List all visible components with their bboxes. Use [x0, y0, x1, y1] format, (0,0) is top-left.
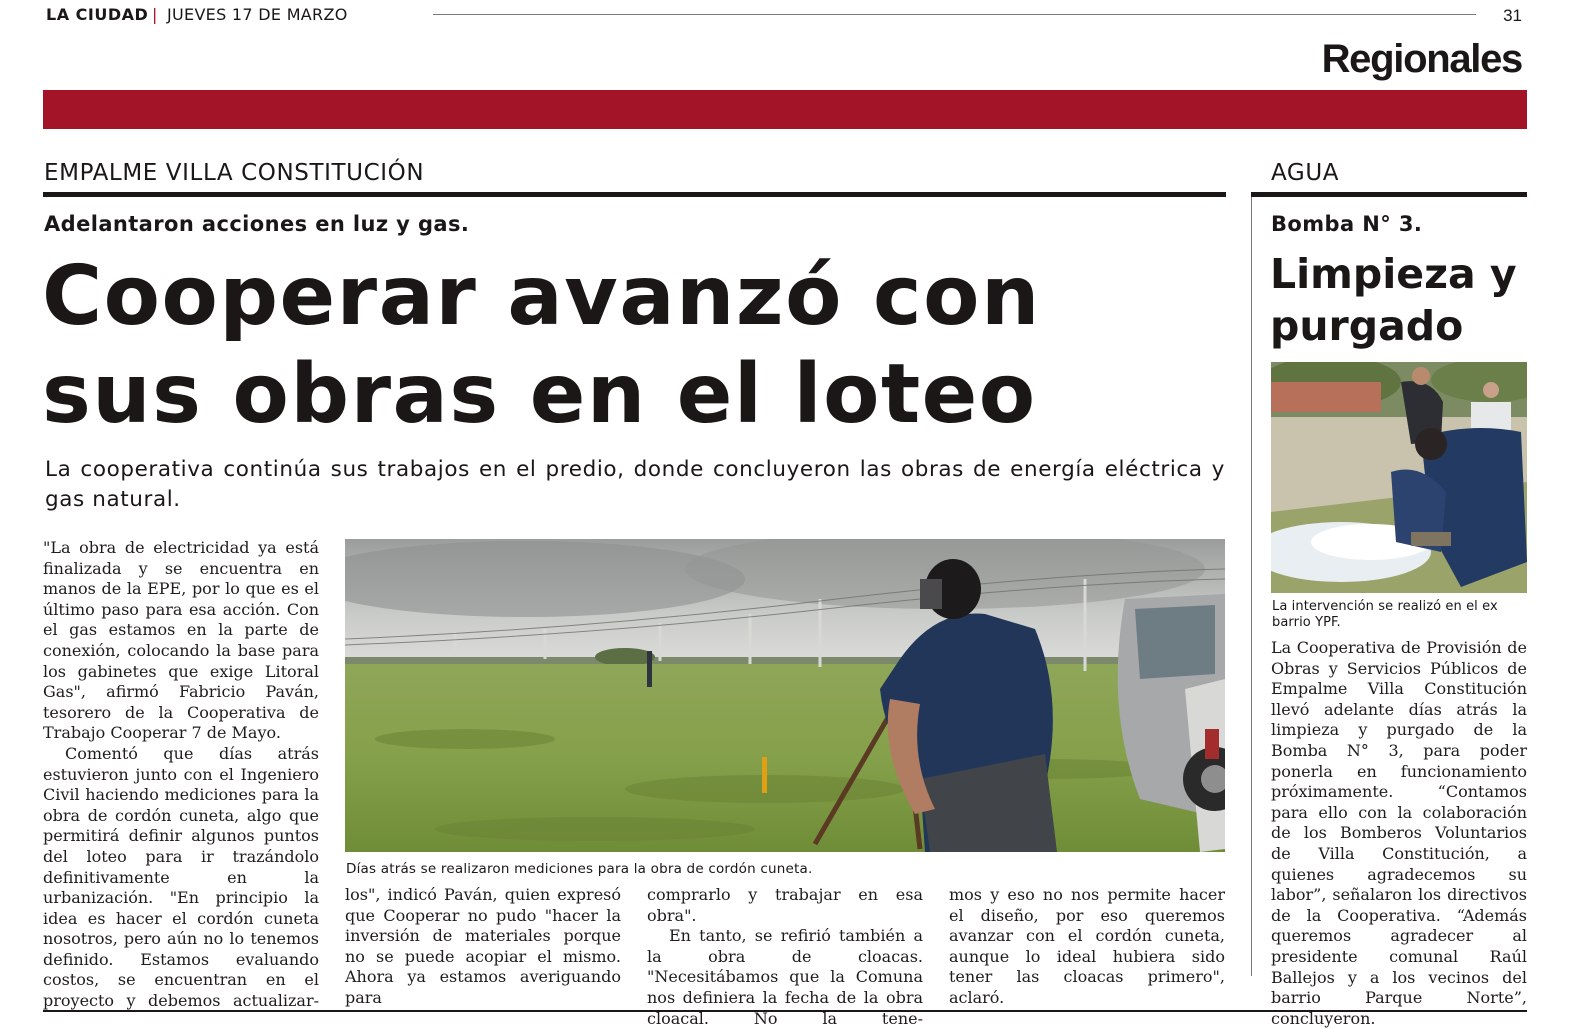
- side-article-body: [1271, 638, 1527, 1029]
- body-paragraph: Comentó que días atrás estuvieron junto con el Ingeniero Civil haciendo mediciones para la obra de cordón cuneta, algo que permitirá definir algunos puntos del loteo para ir trazándolo definitivamente en la urbanización. "En principio la idea es hacer el cordón cuneta nosotros, pero aún no lo tenemos definido. Estamos evaluando costos, se encuentran en el proyecto y debemos actualizar-: [43, 743, 319, 1011]
- section-color-band: [43, 90, 1527, 129]
- main-article-column-2: [345, 885, 621, 1009]
- side-article-subhead: Bomba N° 3.: [1271, 212, 1423, 236]
- header-rule: [433, 14, 1476, 15]
- body-paragraph: En tanto, se refirió también a la obra de cloacas. "Necesitábamos que la Comuna nos definiera la fecha de la obra cloacal. No la tene-: [647, 926, 923, 1028]
- body-paragraph: La Cooperativa de Provisión de Obras y Servicios Públicos de Empalme Villa Constitución llevó adelante días atrás la limpieza y purgado de la Bomba N° 3, para poder ponerla en funcionamiento próximamente. “Contamos para ello con la colaboración de los Bomberos Voluntarios de Villa Constitución, a quienes agradecemos su labor”, señalaron los directivos de la Cooperativa. “Además queremos agradecer al presidente comunal Raúl Ballejos y a los vecinos del barrio Parque Norte”, concluyeron.: [1271, 638, 1527, 1028]
- main-article-headline: Cooperar avanzó con sus obras en el loteo: [42, 249, 1041, 442]
- main-article-column-1: [43, 538, 319, 1012]
- header-separator: |: [152, 5, 158, 24]
- sidebar-divider: [1251, 197, 1252, 976]
- main-photo-caption: Días atrás se realizaron mediciones para la obra de cordón cuneta.: [346, 861, 813, 877]
- issue-date: JUEVES 17 DE MARZO: [167, 5, 348, 24]
- main-article-column-3: [647, 885, 923, 1029]
- pump-purging-photo: [1271, 362, 1527, 593]
- main-article-standfirst: La cooperativa continúa sus trabajos en el predio, donde concluyeron las obras de energía eléctrica y gas natural.: [45, 457, 1225, 512]
- surveying-field-photo: [345, 539, 1225, 852]
- body-paragraph: los", indicó Paván, quien expresó que Cooperar no pudo "hacer la inversión de materiales porque no se puede acopiar el mismo. Ahora ya estamos averiguando para: [345, 885, 621, 1007]
- side-article-kicker: AGUA: [1271, 160, 1340, 186]
- side-article-headline: Limpieza y purgado: [1270, 250, 1517, 350]
- main-kicker-rule: [43, 192, 1226, 197]
- page-bottom-rule: [43, 1010, 1527, 1012]
- pump-photo-image: [1271, 362, 1527, 593]
- side-photo-caption: La intervención se realizó en el ex barrio YPF.: [1272, 599, 1498, 630]
- body-paragraph: "La obra de electricidad ya está finalizada y se encuentra en manos de la EPE, por lo que es el último paso para esa acción. Con el gas estamos en la parte de conexión, colocando la base para los gabinetes que exige Litoral Gas", afirmó Fabricio Paván, tesorero de la Cooperativa de Trabajo Cooperar 7 de Mayo.: [43, 538, 319, 743]
- body-paragraph: comprarlo y trabajar en esa obra".: [647, 885, 923, 925]
- section-title: Regionales: [1321, 37, 1522, 81]
- page-number: 31: [1503, 6, 1522, 25]
- field-photo-image: [345, 539, 1225, 852]
- main-article-kicker: EMPALME VILLA CONSTITUCIÓN: [44, 160, 425, 186]
- section-label: LA CIUDAD: [46, 5, 149, 24]
- body-paragraph: mos y eso no nos permite hacer el diseño, por eso queremos avanzar con el cordón cuneta, aunque lo ideal hubiera sido tener las cloacas primero", aclaró.: [949, 885, 1225, 1007]
- side-kicker-rule: [1251, 192, 1527, 197]
- main-article-subhead: Adelantaron acciones en luz y gas.: [44, 212, 470, 236]
- main-article-column-4: [949, 885, 1225, 1009]
